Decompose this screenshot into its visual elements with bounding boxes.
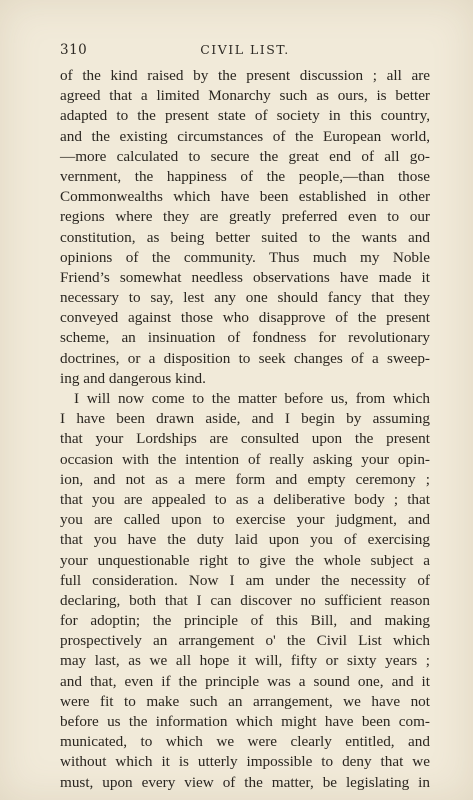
text-line: I have been drawn aside, and I begin by assuming bbox=[60, 410, 430, 428]
paragraph-1 bbox=[60, 66, 430, 389]
text-line: constitution, as being better suited to the wants and bbox=[60, 228, 430, 246]
text-line: you are called upon to exercise your judgment, and bbox=[60, 511, 430, 529]
text-line: and that, even if the principle was a sound one, and it bbox=[60, 672, 430, 690]
page-number: 310 bbox=[60, 42, 88, 58]
text-line: Commonwealths which have been established in other bbox=[60, 188, 430, 206]
text-line: adapted to the present state of society in this country, bbox=[60, 107, 430, 125]
text-line: before us the information which might have been com- bbox=[60, 713, 430, 730]
text-line: of the kind raised by the present discussion ; all are bbox=[60, 67, 430, 84]
text-line: doctrines, or a disposition to seek changes of a sweep- bbox=[60, 349, 430, 367]
text-line: declaring, both that I can discover no sufficient reason bbox=[60, 591, 430, 609]
text-line: may last, as we all hope it will, fifty or sixty years ; bbox=[60, 652, 430, 670]
text-line: your unquestionable right to give the whole subject a bbox=[60, 551, 430, 569]
text-line: vernment, the happiness of the people,—than those bbox=[60, 167, 430, 185]
text-line: agreed that a limited Monarchy such as ours, is better bbox=[60, 87, 430, 105]
text-line: full consideration. Now I am under the necessity of bbox=[60, 571, 430, 589]
text-line: conveyed against those who disapprove of the present bbox=[60, 309, 430, 327]
text-line: regions where they are greatly preferred even to our bbox=[60, 208, 430, 226]
text-line: and the existing circumstances of the European world, bbox=[60, 127, 430, 145]
text-line: opinions of the community. Thus much my Noble bbox=[60, 248, 430, 266]
text-line: without which it is utterly impossible to deny that we bbox=[60, 753, 430, 771]
text-line: that your Lordships are consulted upon the present bbox=[60, 430, 430, 448]
text-line: were fit to make such an arrangement, we have not bbox=[60, 692, 430, 710]
page-header bbox=[60, 42, 430, 60]
text-line: that you have the duty laid upon you of exercising bbox=[60, 531, 430, 549]
text-line: necessary to say, lest any one should fancy that they bbox=[60, 289, 430, 307]
text-line: must, upon every view of the matter, be legislating in bbox=[60, 773, 430, 791]
paragraph-2 bbox=[60, 389, 430, 793]
text-line: scheme, an insinuation of fondness for revolutionary bbox=[60, 329, 430, 347]
text-line: ion, and not as a mere form and empty ceremony ; bbox=[60, 470, 430, 488]
text-line: municated, to which we were clearly entitled, and bbox=[60, 733, 430, 751]
text-line: —more calculated to secure the great end of all go- bbox=[60, 147, 430, 165]
running-head: CIVIL LIST. bbox=[200, 42, 290, 57]
text-line: Friend’s somewhat needless observations have made it bbox=[60, 268, 430, 286]
text-line: I will now come to the matter before us, from which bbox=[74, 390, 430, 407]
text-line: occasion with the intention of really asking your opin- bbox=[60, 450, 430, 468]
text-line: ing and dangerous kind. bbox=[60, 369, 206, 387]
text-line: prospectively an arrangement o' the Civil List which bbox=[60, 632, 430, 650]
text-line: that you are appealed to as a deliberative body ; that bbox=[60, 490, 430, 508]
body-text bbox=[60, 66, 430, 793]
text-line: for adoptin; the principle of this Bill, and making bbox=[60, 612, 430, 630]
